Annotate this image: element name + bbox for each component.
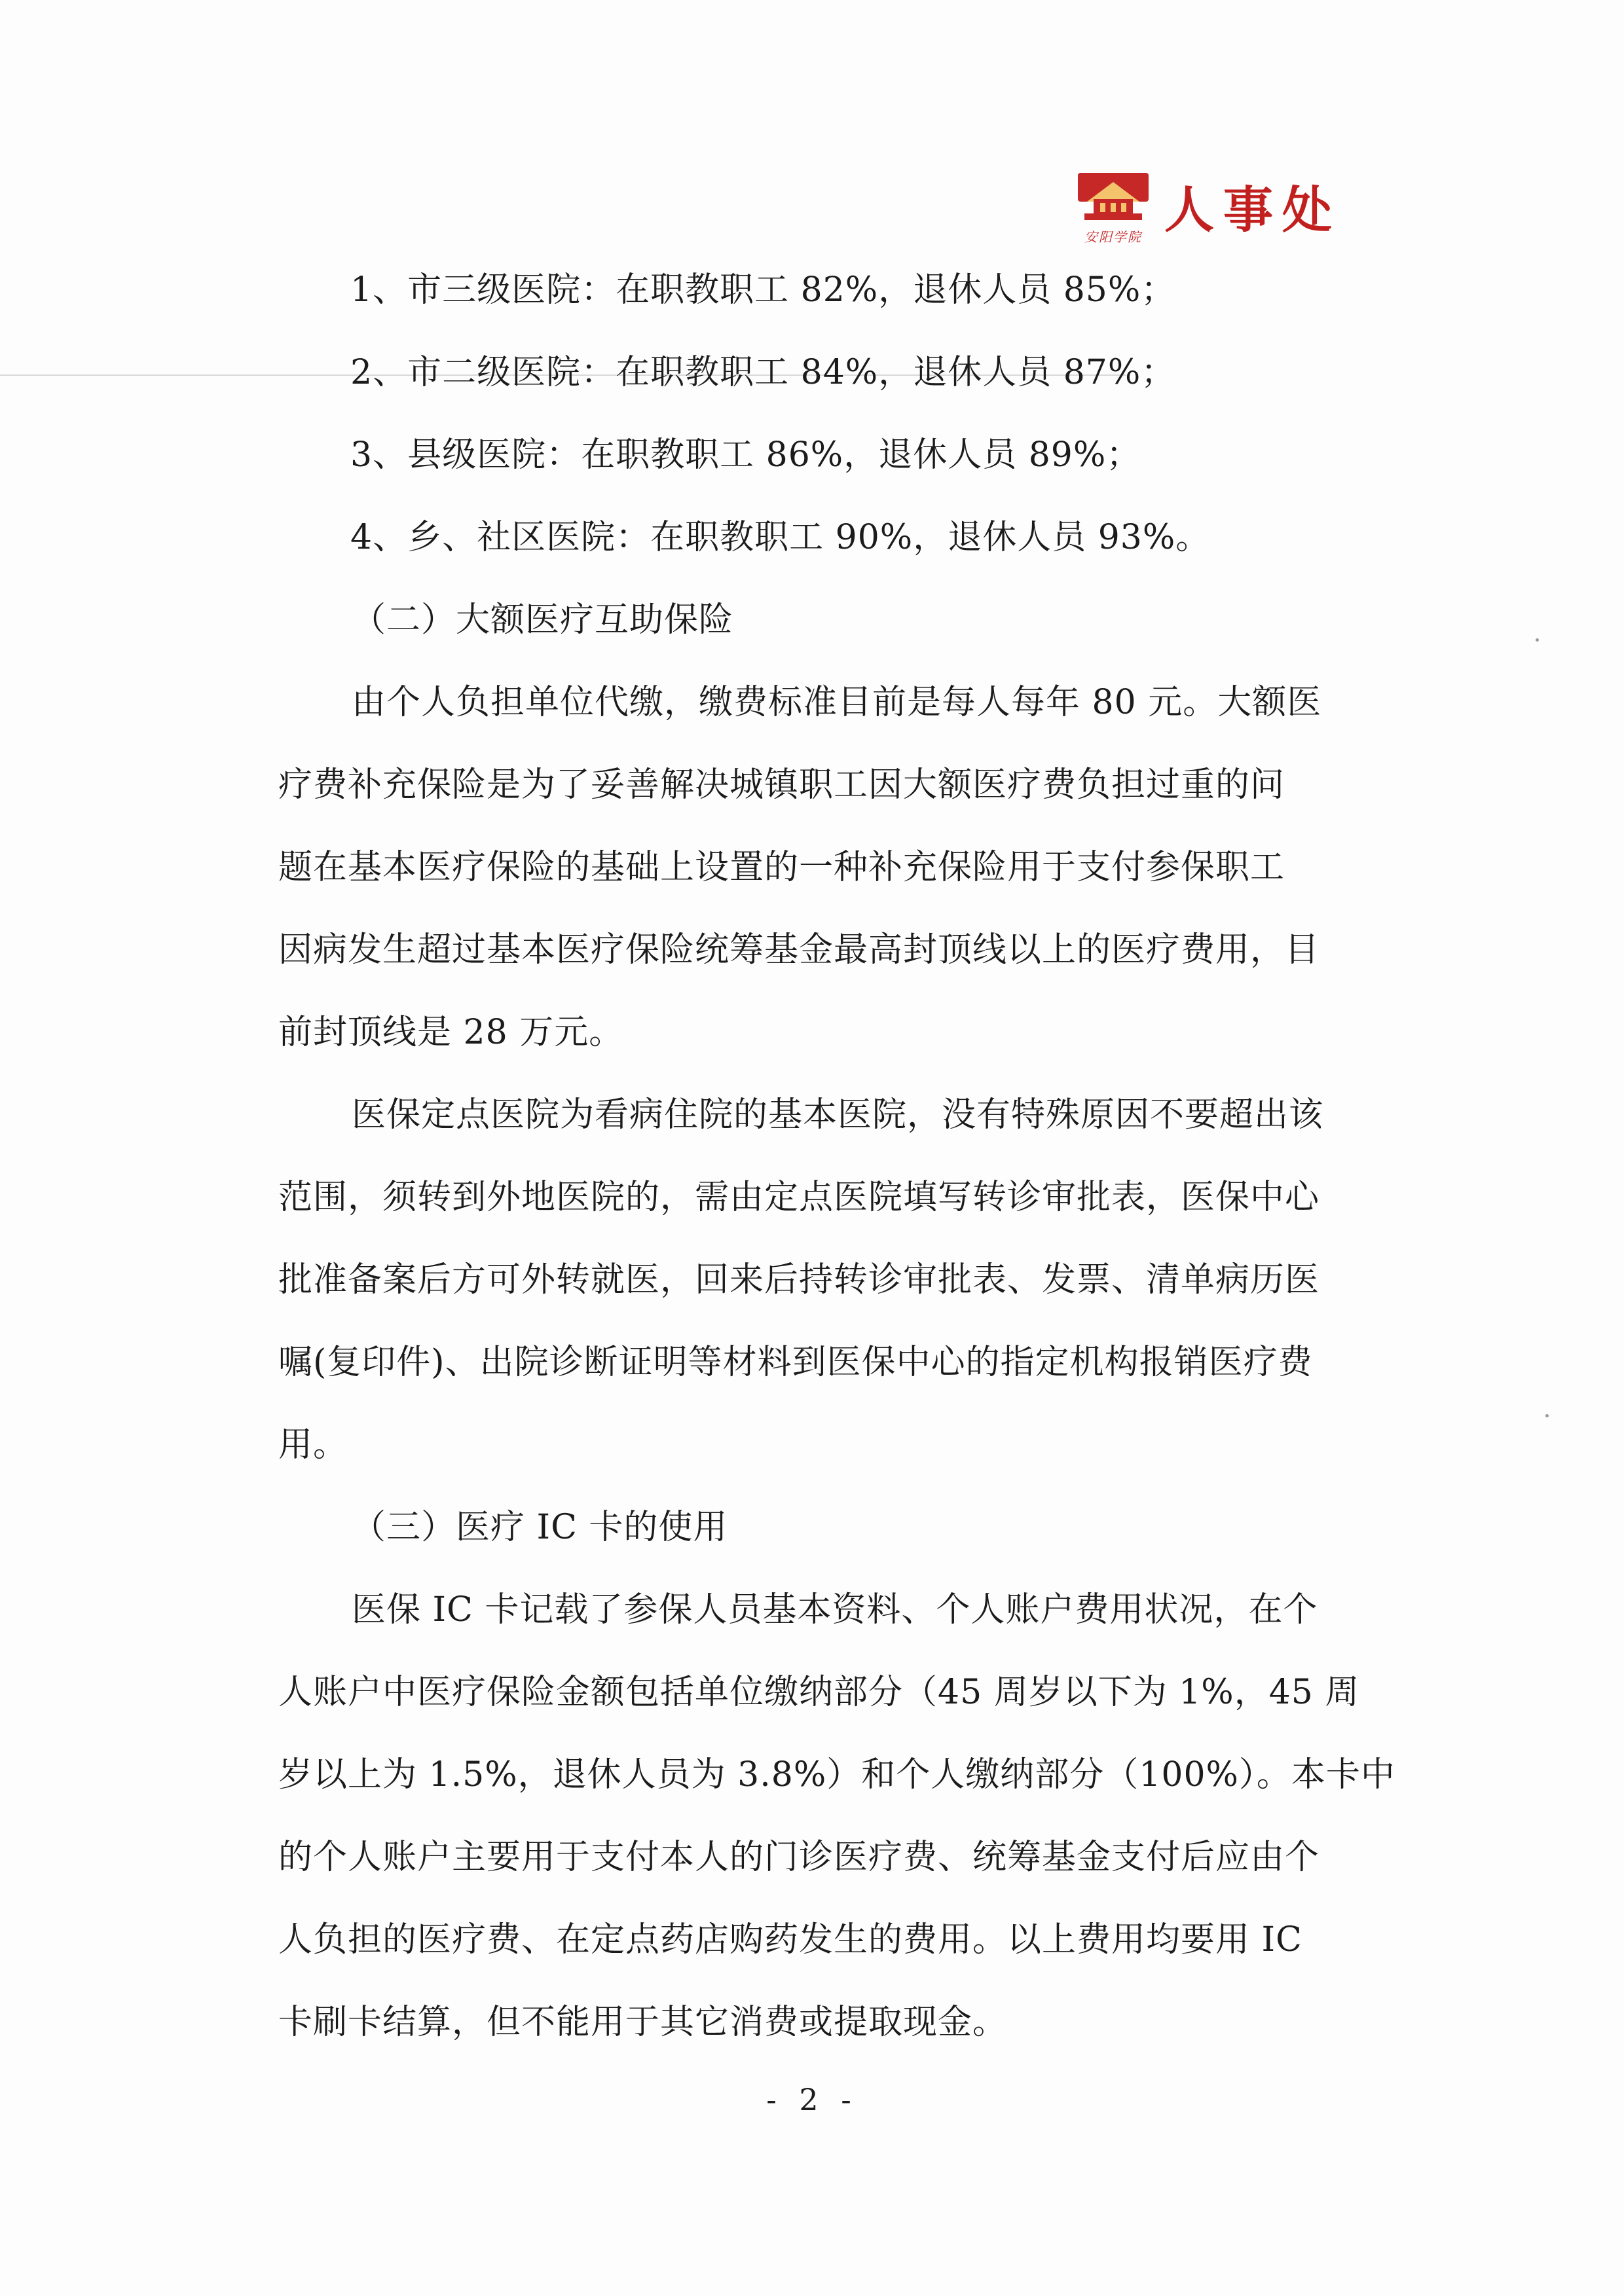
paragraph-line: 范围，须转到外地医院的，需由定点医院填写转诊审批表，医保中心 [278, 1178, 1320, 1217]
paragraph-line: 人账户中医疗保险金额包括单位缴纳部分（45 周岁以下为 1%，45 周 [278, 1673, 1360, 1712]
paragraph-line: 医保 IC 卡记载了参保人员基本资料、个人账户费用状况，在个 [352, 1590, 1318, 1630]
university-emblem-icon [1074, 169, 1153, 227]
scan-speck [1545, 1414, 1549, 1417]
paragraph-line: 岁以上为 1.5%，退休人员为 3.8%）和个人缴纳部分（100%）。本卡中 [278, 1755, 1395, 1795]
rate-line-1: 1、市三级医院：在职教职工 82%，退休人员 85%； [350, 270, 1176, 310]
paragraph-line: 嘱(复印件)、出院诊断证明等材料到医保中心的指定机构报销医疗费 [278, 1343, 1313, 1382]
paragraph-line: 题在基本医疗保险的基础上设置的一种补充保险用于支付参保职工 [278, 848, 1285, 887]
page-number: - 2 - [766, 2082, 858, 2117]
header-title: 人事处 [1164, 181, 1341, 239]
paragraph-line: 用。 [278, 1425, 348, 1465]
paragraph-line: 批准备案后方可外转就医，回来后持转诊审批表、发票、清单病历医 [278, 1260, 1320, 1300]
paragraph-line: 人负担的医疗费、在定点药店购药发生的费用。以上费用均要用 IC [278, 1920, 1302, 1959]
paragraph-line: 卡刷卡结算，但不能用于其它消费或提取现金。 [278, 2003, 1008, 2042]
paragraph-line: 前封顶线是 28 万元。 [278, 1013, 624, 1052]
paragraph-line: 疗费补充保险是为了妥善解决城镇职工因大额医疗费负担过重的问 [278, 765, 1285, 805]
rate-line-4: 4、乡、社区医院：在职教职工 90%，退休人员 93%。 [350, 518, 1211, 557]
header-logo [1067, 164, 1375, 249]
emblem-script: 安阳学院 [1084, 229, 1142, 245]
scan-speck [1536, 638, 1539, 642]
paragraph-line: 医保定点医院为看病住院的基本医院，没有特殊原因不要超出该 [352, 1095, 1324, 1135]
rate-line-2: 2、市二级医院：在职教职工 84%，退休人员 87%； [350, 353, 1176, 392]
document-body [278, 249, 1395, 2064]
paragraph-line: 由个人负担单位代缴，缴费标准目前是每人每年 80 元。大额医 [352, 683, 1322, 722]
rate-line-3: 3、县级医院：在职教职工 86%，退休人员 89%； [350, 435, 1141, 475]
section-heading-2: （二）大额医疗互助保险 [352, 600, 734, 640]
paragraph-line: 因病发生超过基本医疗保险统筹基金最高封顶线以上的医疗费用，目 [278, 930, 1320, 970]
section-heading-3: （三）医疗 IC 卡的使用 [352, 1508, 728, 1547]
paragraph-line: 的个人账户主要用于支付本人的门诊医疗费、统筹基金支付后应由个 [278, 1838, 1320, 1877]
